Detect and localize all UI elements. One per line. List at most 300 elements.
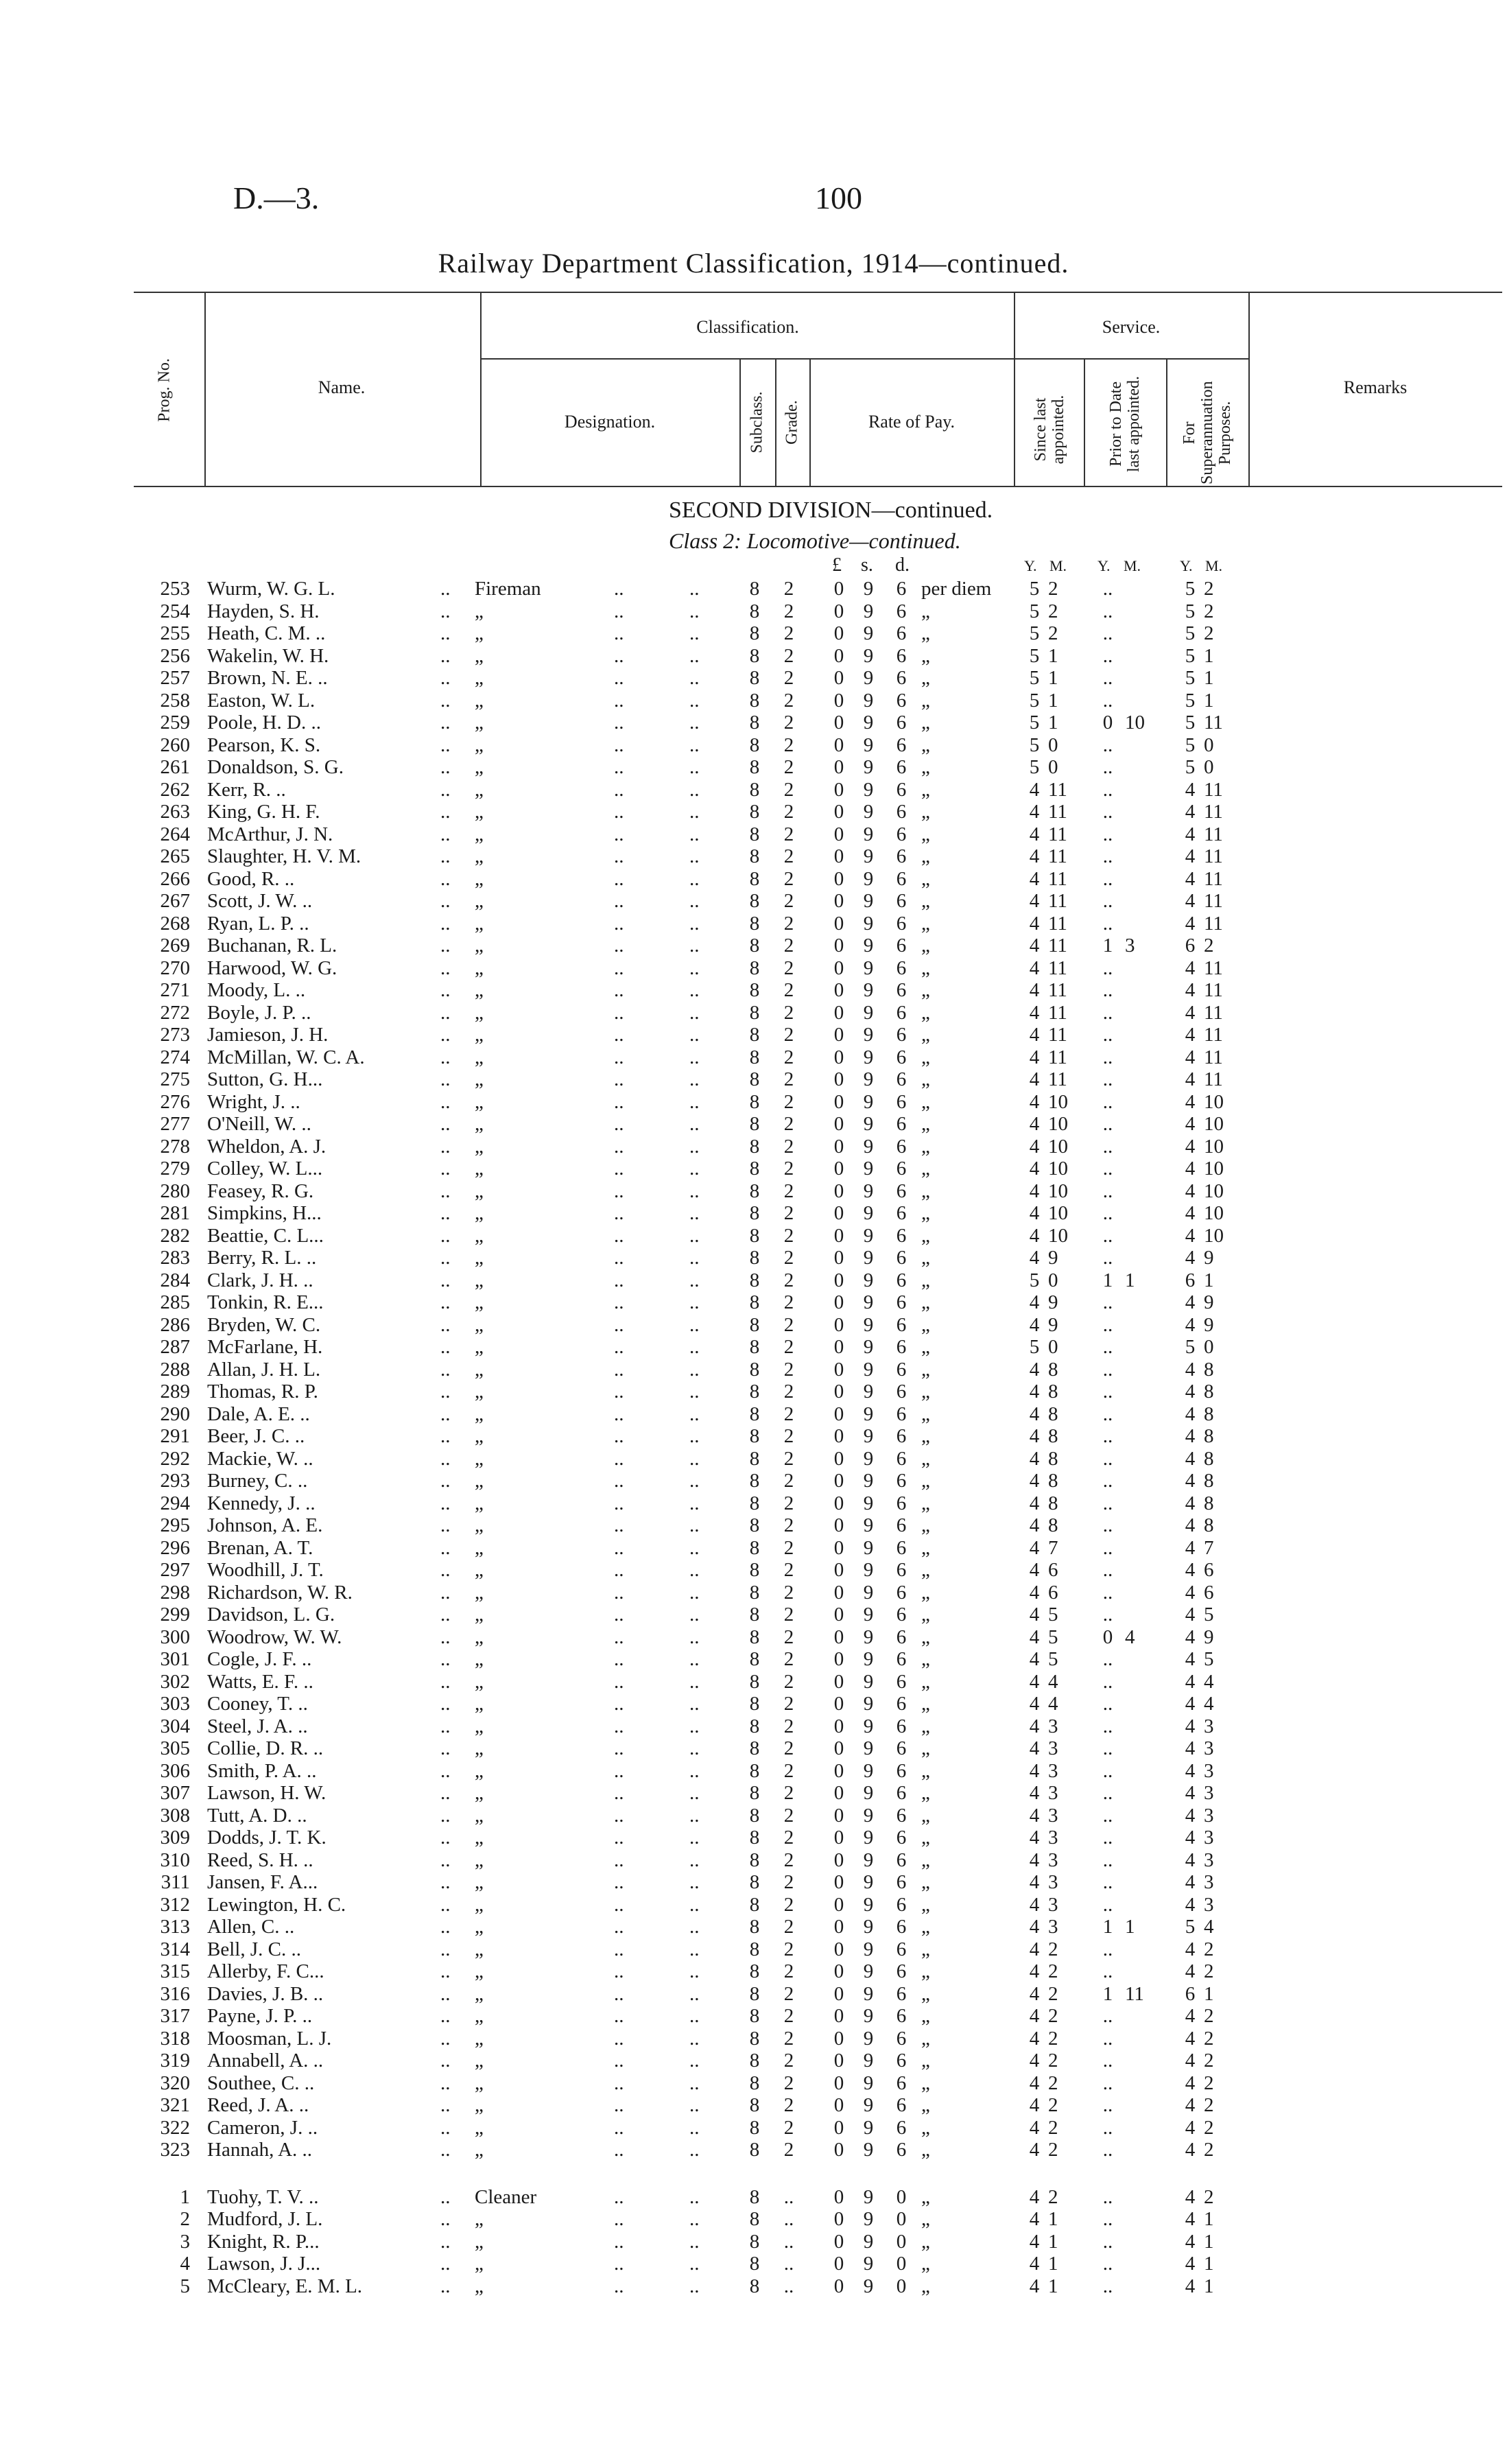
cell-super-years: 5 xyxy=(1185,712,1196,734)
cell-shillings: 9 xyxy=(863,1381,874,1403)
cell-pence: 6 xyxy=(896,1269,907,1291)
cell-prior-years: .. xyxy=(1102,1113,1113,1135)
cell-pounds: 0 xyxy=(833,1960,844,1982)
cell-grade: .. xyxy=(783,2185,794,2208)
table-row xyxy=(0,845,1507,868)
cell-leader: .. xyxy=(614,689,624,712)
cell-since-years: 4 xyxy=(1029,1180,1040,1202)
cell-prior-years: .. xyxy=(1102,1960,1113,1982)
table-row xyxy=(0,734,1507,757)
cell-designation: „ xyxy=(475,867,484,890)
cell-super-years: 4 xyxy=(1185,1358,1196,1381)
cell-prog-no: 305 xyxy=(160,1737,190,1759)
cell-leader: .. xyxy=(614,1670,624,1693)
cell-super-months: 0 xyxy=(1204,734,1214,756)
cell-prior-years: .. xyxy=(1102,578,1113,600)
cell-leader: .. xyxy=(440,1313,451,1336)
cell-pence: 6 xyxy=(896,1938,907,1960)
cell-subclass: 8 xyxy=(749,912,760,935)
cell-pounds: 0 xyxy=(833,801,844,823)
cell-super-years: 4 xyxy=(1185,2050,1196,2072)
cell-name: Moody, L. .. xyxy=(207,979,306,1001)
cell-pence: 6 xyxy=(896,1782,907,1804)
cell-prog-no: 317 xyxy=(160,2005,190,2027)
cell-subclass: 8 xyxy=(749,600,760,622)
cell-prior-years: .. xyxy=(1102,845,1113,867)
cell-super-months: 2 xyxy=(1204,2027,1214,2050)
cell-prior-years: .. xyxy=(1102,1804,1113,1827)
cell-subclass: 8 xyxy=(749,622,760,644)
cell-pay-unit: „ xyxy=(921,1514,930,1536)
cell-prior-months: 1 xyxy=(1125,1916,1135,1938)
cell-since-months: 11 xyxy=(1048,912,1067,935)
cell-prog-no: 295 xyxy=(160,1514,190,1536)
cell-pay-unit: „ xyxy=(921,2116,930,2139)
cell-pounds: 0 xyxy=(833,1982,844,2005)
cell-prior-years: .. xyxy=(1102,622,1113,644)
cell-pence: 6 xyxy=(896,2072,907,2094)
cell-shillings: 9 xyxy=(863,2230,874,2253)
cell-subclass: 8 xyxy=(749,1336,760,1358)
cell-shillings: 9 xyxy=(863,1291,874,1313)
cell-super-years: 4 xyxy=(1185,1024,1196,1046)
table-row xyxy=(0,1314,1507,1337)
cell-prior-years: 0 xyxy=(1102,1626,1113,1648)
cell-pence: 6 xyxy=(896,600,907,622)
cell-shillings: 9 xyxy=(863,2005,874,2027)
cell-since-months: 11 xyxy=(1048,801,1067,823)
cell-subclass: 8 xyxy=(749,823,760,845)
cell-super-months: 4 xyxy=(1204,1670,1214,1693)
table-row xyxy=(0,801,1507,823)
cell-name: Lewington, H. C. xyxy=(207,1893,346,1916)
header-classification: Classification. xyxy=(696,317,799,337)
cell-name: Poole, H. D. .. xyxy=(207,712,321,734)
cell-since-years: 4 xyxy=(1029,823,1040,845)
unit-prior-y: Y. xyxy=(1097,557,1111,574)
cell-leader: .. xyxy=(689,1782,700,1804)
cell-super-years: 4 xyxy=(1185,979,1196,1001)
cell-pounds: 0 xyxy=(833,1024,844,1046)
cell-pence: 6 xyxy=(896,1113,907,1135)
cell-subclass: 8 xyxy=(749,1759,760,1782)
cell-grade: 2 xyxy=(783,1960,794,1982)
cell-since-years: 4 xyxy=(1029,1759,1040,1782)
cell-super-years: 4 xyxy=(1185,2027,1196,2050)
table-row xyxy=(0,1113,1507,1136)
cell-pay-unit: „ xyxy=(921,1269,930,1291)
cell-pounds: 0 xyxy=(833,2050,844,2072)
cell-designation: „ xyxy=(475,1916,484,1938)
cell-name: Colley, W. L... xyxy=(207,1158,323,1180)
cell-pay-unit: „ xyxy=(921,1938,930,1960)
cell-pounds: 0 xyxy=(833,1381,844,1403)
cell-pay-unit: „ xyxy=(921,1536,930,1559)
cell-leader: .. xyxy=(614,1447,624,1470)
cell-grade: 2 xyxy=(783,622,794,644)
cell-leader: .. xyxy=(689,1269,700,1291)
cell-designation: „ xyxy=(475,1827,484,1849)
cell-pounds: 0 xyxy=(833,1224,844,1247)
cell-leader: .. xyxy=(440,1648,451,1670)
cell-leader: .. xyxy=(614,1202,624,1224)
cell-since-months: 8 xyxy=(1048,1403,1058,1425)
cell-since-months: 10 xyxy=(1048,1202,1068,1224)
cell-shillings: 9 xyxy=(863,1158,874,1180)
cell-pounds: 0 xyxy=(833,823,844,845)
cell-since-months: 2 xyxy=(1048,1960,1058,1982)
cell-leader: .. xyxy=(440,712,451,734)
cell-pay-unit: „ xyxy=(921,2230,930,2253)
cell-prog-no: 5 xyxy=(180,2275,190,2297)
cell-leader: .. xyxy=(440,957,451,979)
cell-pounds: 0 xyxy=(833,890,844,912)
cell-name: Reed, J. A. .. xyxy=(207,2094,309,2116)
cell-leader: .. xyxy=(440,1381,451,1403)
cell-pence: 6 xyxy=(896,2139,907,2161)
cell-shillings: 9 xyxy=(863,2094,874,2116)
cell-super-years: 4 xyxy=(1185,1291,1196,1313)
cell-since-months: 10 xyxy=(1048,1180,1068,1202)
cell-shillings: 9 xyxy=(863,1782,874,1804)
cell-pounds: 0 xyxy=(833,689,844,712)
cell-pounds: 0 xyxy=(833,2253,844,2275)
cell-leader: .. xyxy=(614,1804,624,1827)
cell-since-years: 4 xyxy=(1029,890,1040,912)
cell-pounds: 0 xyxy=(833,1737,844,1759)
cell-subclass: 8 xyxy=(749,644,760,667)
cell-pay-unit: „ xyxy=(921,1291,930,1313)
cell-grade: 2 xyxy=(783,2139,794,2161)
cell-grade: 2 xyxy=(783,1849,794,1871)
table-row xyxy=(0,645,1507,668)
cell-grade: 2 xyxy=(783,734,794,756)
table-row xyxy=(0,1894,1507,1916)
cell-shillings: 9 xyxy=(863,1180,874,1202)
cell-leader: .. xyxy=(614,1960,624,1982)
cell-name: Mackie, W. .. xyxy=(207,1447,313,1470)
cell-leader: .. xyxy=(440,1001,451,1024)
cell-pay-unit: „ xyxy=(921,1313,930,1336)
cell-leader: .. xyxy=(614,1604,624,1626)
header-name: Name. xyxy=(318,377,366,397)
cell-super-years: 4 xyxy=(1185,1693,1196,1715)
cell-super-months: 6 xyxy=(1204,1581,1214,1604)
cell-since-years: 4 xyxy=(1029,2185,1040,2208)
cell-subclass: 8 xyxy=(749,1381,760,1403)
cell-shillings: 9 xyxy=(863,600,874,622)
cell-leader: .. xyxy=(614,2253,624,2275)
table-row xyxy=(0,2208,1507,2231)
cell-name: Wright, J. .. xyxy=(207,1090,300,1113)
cell-super-years: 5 xyxy=(1185,1916,1196,1938)
cell-designation: „ xyxy=(475,1313,484,1336)
cell-pence: 6 xyxy=(896,1982,907,2005)
cell-name: Harwood, W. G. xyxy=(207,957,337,979)
cell-leader: .. xyxy=(614,1893,624,1916)
cell-leader: .. xyxy=(614,1247,624,1269)
cell-designation: „ xyxy=(475,2050,484,2072)
cell-leader: .. xyxy=(440,1737,451,1759)
cell-pay-unit: „ xyxy=(921,600,930,622)
cell-grade: 2 xyxy=(783,1782,794,1804)
cell-subclass: 8 xyxy=(749,2050,760,2072)
cell-prior-years: .. xyxy=(1102,1715,1113,1737)
cell-shillings: 9 xyxy=(863,1536,874,1559)
cell-since-years: 4 xyxy=(1029,1626,1040,1648)
cell-designation: „ xyxy=(475,2094,484,2116)
cell-super-months: 11 xyxy=(1204,712,1223,734)
table-row xyxy=(0,1158,1507,1180)
table-row xyxy=(0,2028,1507,2050)
table-row xyxy=(0,1448,1507,1470)
cell-leader: .. xyxy=(614,2050,624,2072)
cell-shillings: 9 xyxy=(863,622,874,644)
cell-leader: .. xyxy=(614,2208,624,2230)
unit-since-m: M. xyxy=(1049,557,1067,574)
cell-prior-years: .. xyxy=(1102,1403,1113,1425)
cell-pay-unit: „ xyxy=(921,1202,930,1224)
cell-super-months: 2 xyxy=(1204,578,1214,600)
col-rule-8 xyxy=(1166,358,1167,487)
cell-leader: .. xyxy=(689,1492,700,1514)
cell-leader: .. xyxy=(689,734,700,756)
cell-name: McCleary, E. M. L. xyxy=(207,2275,363,2297)
cell-super-months: 11 xyxy=(1204,957,1223,979)
table-row xyxy=(0,1871,1507,1894)
cell-pence: 6 xyxy=(896,1224,907,1247)
cell-leader: .. xyxy=(689,1291,700,1313)
cell-shillings: 9 xyxy=(863,2139,874,2161)
cell-leader: .. xyxy=(614,1113,624,1135)
cell-grade: 2 xyxy=(783,1381,794,1403)
cell-subclass: 8 xyxy=(749,578,760,600)
cell-subclass: 8 xyxy=(749,1090,760,1113)
cell-leader: .. xyxy=(614,1626,624,1648)
cell-pay-unit: „ xyxy=(921,1180,930,1202)
cell-since-months: 3 xyxy=(1048,1827,1058,1849)
cell-designation: „ xyxy=(475,1358,484,1381)
cell-grade: 2 xyxy=(783,1180,794,1202)
cell-leader: .. xyxy=(689,578,700,600)
cell-pay-unit: „ xyxy=(921,1068,930,1090)
table-row xyxy=(0,1291,1507,1314)
cell-leader: .. xyxy=(689,1403,700,1425)
cell-prog-no: 263 xyxy=(160,801,190,823)
cell-pounds: 0 xyxy=(833,1447,844,1470)
cell-pay-unit: „ xyxy=(921,1470,930,1492)
cell-shillings: 9 xyxy=(863,912,874,935)
cell-subclass: 8 xyxy=(749,1024,760,1046)
cell-since-months: 5 xyxy=(1048,1604,1058,1626)
cell-pay-unit: „ xyxy=(921,935,930,957)
cell-prog-no: 258 xyxy=(160,689,190,712)
cell-leader: .. xyxy=(440,1626,451,1648)
cell-prog-no: 272 xyxy=(160,1001,190,1024)
cell-super-years: 4 xyxy=(1185,1559,1196,1581)
cell-pence: 6 xyxy=(896,1715,907,1737)
cell-leader: .. xyxy=(689,1626,700,1648)
cell-subclass: 8 xyxy=(749,1224,760,1247)
cell-designation: „ xyxy=(475,1024,484,1046)
cell-leader: .. xyxy=(440,644,451,667)
cell-leader: .. xyxy=(689,1202,700,1224)
cell-leader: .. xyxy=(689,1024,700,1046)
table-row xyxy=(0,2117,1507,2139)
cell-prog-no: 306 xyxy=(160,1759,190,1782)
cell-prog-no: 301 xyxy=(160,1648,190,1670)
cell-leader: .. xyxy=(440,2230,451,2253)
cell-super-months: 2 xyxy=(1204,2185,1214,2208)
cell-grade: 2 xyxy=(783,2027,794,2050)
cell-prog-no: 300 xyxy=(160,1626,190,1648)
cell-leader: .. xyxy=(440,2094,451,2116)
cell-leader: .. xyxy=(440,2116,451,2139)
cell-pay-unit: „ xyxy=(921,1447,930,1470)
cell-pay-unit: „ xyxy=(921,1670,930,1693)
cell-leader: .. xyxy=(689,667,700,689)
unit-super-y: Y. xyxy=(1180,557,1193,574)
cell-designation: „ xyxy=(475,1960,484,1982)
cell-prog-no: 261 xyxy=(160,756,190,778)
cell-shillings: 9 xyxy=(863,2185,874,2208)
cell-grade: 2 xyxy=(783,1693,794,1715)
cell-subclass: 8 xyxy=(749,2116,760,2139)
cell-leader: .. xyxy=(614,1492,624,1514)
cell-subclass: 8 xyxy=(749,1202,760,1224)
cell-since-years: 4 xyxy=(1029,2072,1040,2094)
cell-super-months: 1 xyxy=(1204,2253,1214,2275)
cell-super-years: 4 xyxy=(1185,1804,1196,1827)
cell-leader: .. xyxy=(440,1291,451,1313)
cell-pay-unit: „ xyxy=(921,1001,930,1024)
cell-pay-unit: „ xyxy=(921,1737,930,1759)
cell-pence: 6 xyxy=(896,1068,907,1090)
cell-name: Dodds, J. T. K. xyxy=(207,1827,327,1849)
cell-since-months: 2 xyxy=(1048,2094,1058,2116)
cell-super-years: 4 xyxy=(1185,1581,1196,1604)
cell-leader: .. xyxy=(440,1871,451,1893)
cell-super-months: 1 xyxy=(1204,644,1214,667)
cell-designation: „ xyxy=(475,1202,484,1224)
cell-pence: 6 xyxy=(896,823,907,845)
cell-grade: 2 xyxy=(783,801,794,823)
cell-prior-years: .. xyxy=(1102,689,1113,712)
cell-since-years: 5 xyxy=(1029,756,1040,778)
cell-since-months: 1 xyxy=(1048,667,1058,689)
cell-subclass: 8 xyxy=(749,1536,760,1559)
cell-since-months: 1 xyxy=(1048,2208,1058,2230)
cell-since-years: 4 xyxy=(1029,912,1040,935)
cell-prog-no: 254 xyxy=(160,600,190,622)
cell-grade: 2 xyxy=(783,2072,794,2094)
cell-since-months: 2 xyxy=(1048,2072,1058,2094)
cell-pounds: 0 xyxy=(833,1202,844,1224)
cell-subclass: 8 xyxy=(749,1403,760,1425)
cell-prior-years: 1 xyxy=(1102,1269,1113,1291)
cell-pay-unit: „ xyxy=(921,1113,930,1135)
table-row xyxy=(0,1225,1507,1247)
cell-leader: .. xyxy=(689,935,700,957)
cell-subclass: 8 xyxy=(749,1514,760,1536)
cell-super-years: 4 xyxy=(1185,1224,1196,1247)
cell-grade: 2 xyxy=(783,957,794,979)
table-row xyxy=(0,1916,1507,1938)
cell-designation: „ xyxy=(475,1693,484,1715)
cell-pay-unit: „ xyxy=(921,1916,930,1938)
cell-super-years: 4 xyxy=(1185,1759,1196,1782)
cell-pence: 6 xyxy=(896,1492,907,1514)
cell-leader: .. xyxy=(689,1916,700,1938)
cell-leader: .. xyxy=(614,578,624,600)
cell-shillings: 9 xyxy=(863,1693,874,1715)
cell-leader: .. xyxy=(689,1648,700,1670)
cell-super-years: 4 xyxy=(1185,801,1196,823)
table-row xyxy=(0,1537,1507,1560)
cell-super-years: 4 xyxy=(1185,1470,1196,1492)
cell-grade: 2 xyxy=(783,2116,794,2139)
cell-designation: „ xyxy=(475,1893,484,1916)
cell-leader: .. xyxy=(614,1737,624,1759)
cell-prog-no: 280 xyxy=(160,1180,190,1202)
cell-designation: „ xyxy=(475,1871,484,1893)
cell-grade: 2 xyxy=(783,778,794,801)
cell-pence: 6 xyxy=(896,979,907,1001)
cell-subclass: 8 xyxy=(749,801,760,823)
cell-since-years: 4 xyxy=(1029,1871,1040,1893)
cell-shillings: 9 xyxy=(863,644,874,667)
cell-pence: 6 xyxy=(896,1849,907,1871)
cell-name: Simpkins, H... xyxy=(207,1202,322,1224)
cell-pounds: 0 xyxy=(833,578,844,600)
cell-grade: 2 xyxy=(783,1202,794,1224)
cell-super-months: 6 xyxy=(1204,1559,1214,1581)
cell-prog-no: 274 xyxy=(160,1046,190,1068)
cell-super-years: 5 xyxy=(1185,600,1196,622)
cell-leader: .. xyxy=(614,979,624,1001)
cell-designation: „ xyxy=(475,1670,484,1693)
cell-since-months: 11 xyxy=(1048,845,1067,867)
cell-prior-years: .. xyxy=(1102,1090,1113,1113)
cell-leader: .. xyxy=(689,2027,700,2050)
cell-leader: .. xyxy=(614,1581,624,1604)
cell-prior-years: .. xyxy=(1102,1180,1113,1202)
cell-prog-no: 3 xyxy=(180,2230,190,2253)
cell-leader: .. xyxy=(689,1381,700,1403)
cell-prior-years: .. xyxy=(1102,801,1113,823)
cell-pence: 6 xyxy=(896,622,907,644)
cell-pence: 6 xyxy=(896,1158,907,1180)
cell-name: Southee, C. .. xyxy=(207,2072,315,2094)
cell-designation: „ xyxy=(475,1536,484,1559)
cell-super-years: 4 xyxy=(1185,1849,1196,1871)
cell-since-years: 4 xyxy=(1029,1960,1040,1982)
cell-leader: .. xyxy=(689,1180,700,1202)
cell-leader: .. xyxy=(614,1291,624,1313)
cell-name: McArthur, J. N. xyxy=(207,823,333,845)
cell-leader: .. xyxy=(689,1737,700,1759)
cell-pay-unit: „ xyxy=(921,1849,930,1871)
cell-pence: 6 xyxy=(896,667,907,689)
cell-designation: „ xyxy=(475,1113,484,1135)
cell-prog-no: 289 xyxy=(160,1381,190,1403)
cell-name: Payne, J. P. .. xyxy=(207,2005,313,2027)
cell-prog-no: 260 xyxy=(160,734,190,756)
cell-grade: 2 xyxy=(783,1492,794,1514)
cell-super-years: 4 xyxy=(1185,1113,1196,1135)
cell-name: Allen, C. .. xyxy=(207,1916,295,1938)
cell-grade: 2 xyxy=(783,912,794,935)
